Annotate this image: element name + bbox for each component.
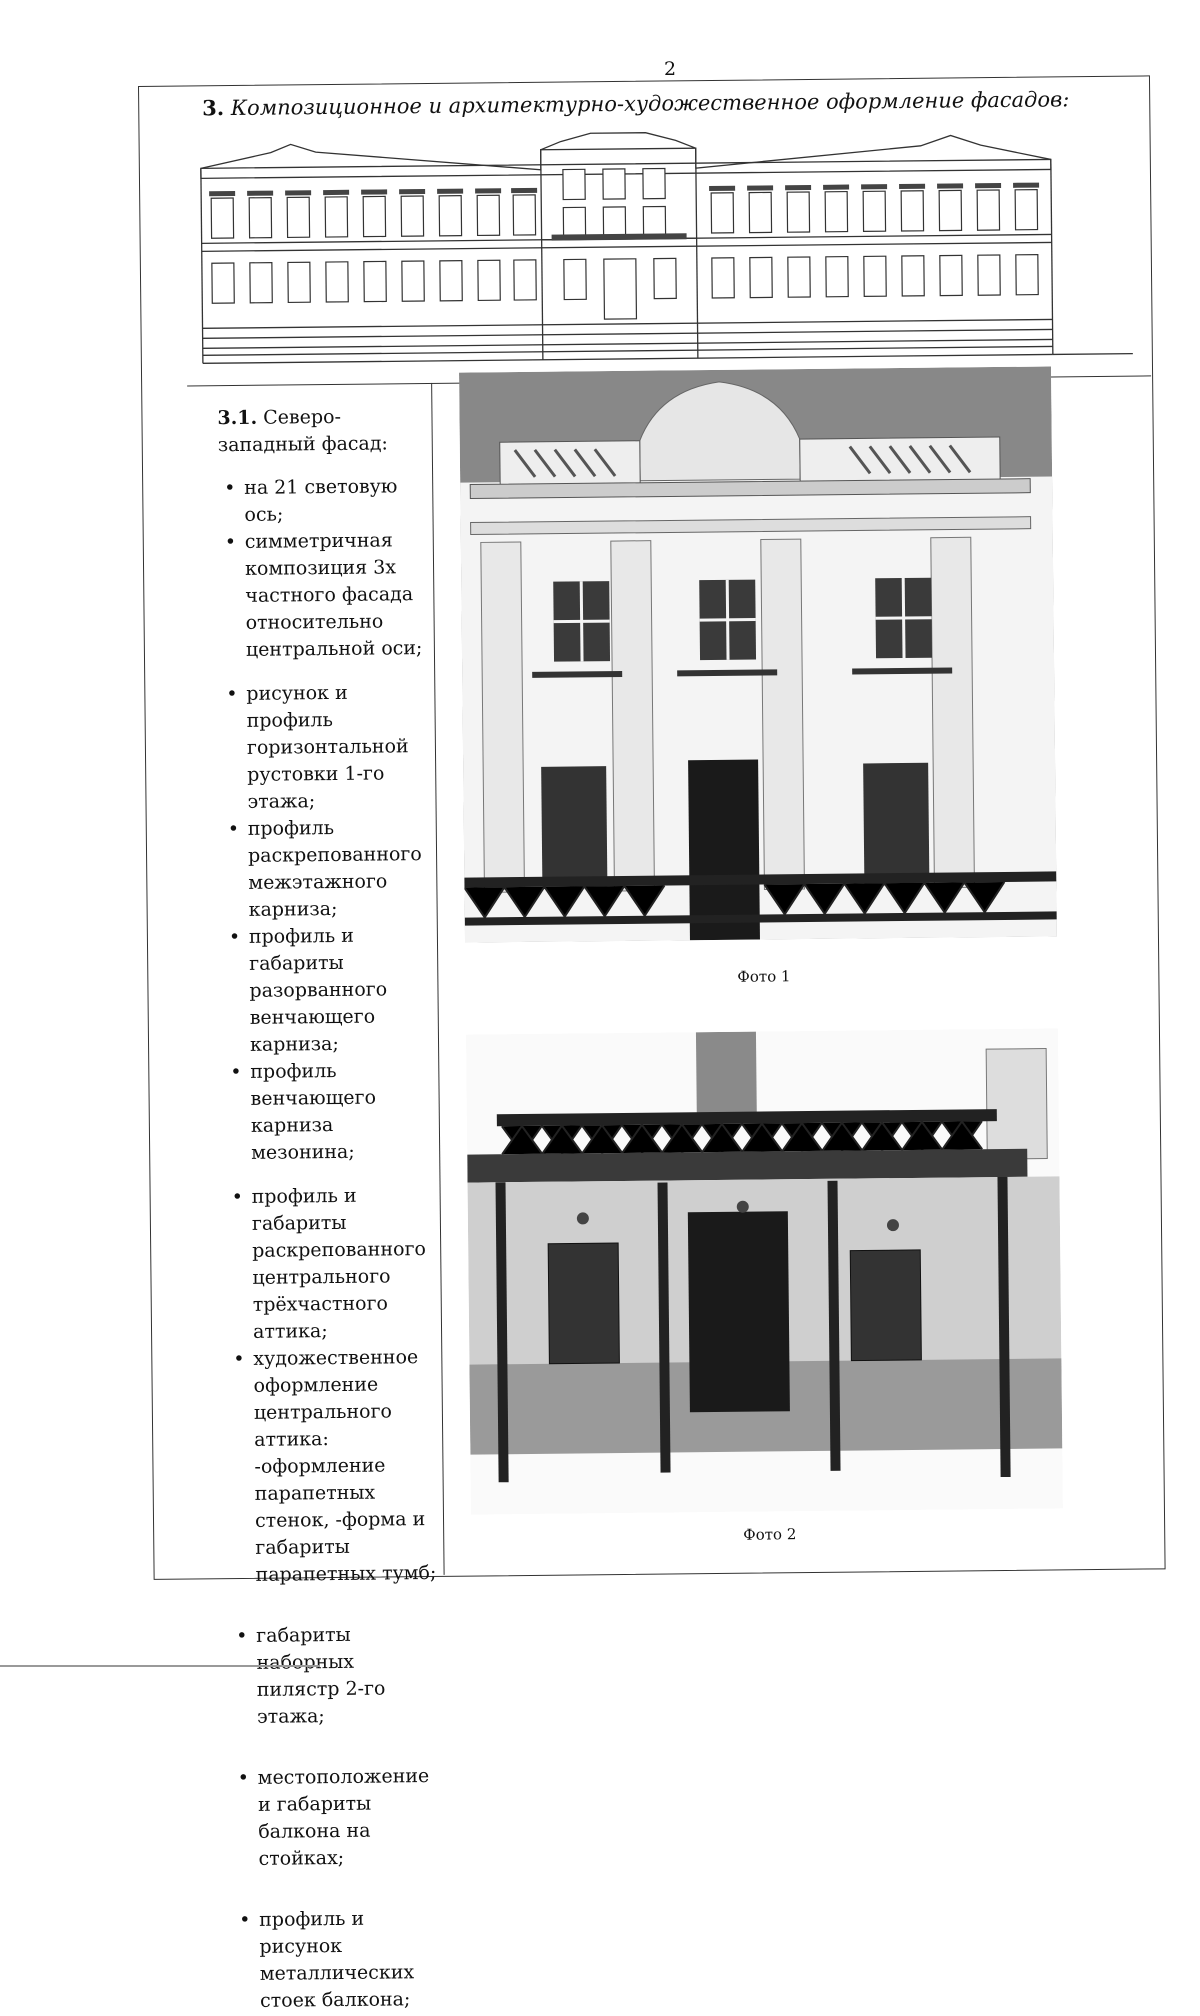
bullet-icon: • (239, 1908, 251, 1932)
bullet-icon: • (227, 817, 240, 841)
facade-table (138, 75, 1166, 2012)
list-item: • на 21 световую ось; (224, 475, 398, 526)
facade-elements-list (188, 473, 444, 2015)
subsection-title: Северо-западный фасад: (217, 405, 389, 457)
section-title: Композиционное и архитектурно-художественное оформление фасадов: (230, 87, 1070, 121)
photo-2-balcony (466, 1028, 1063, 1514)
list-item: • профиль раскрепованного межэтажного карниза; (227, 816, 422, 921)
subsection-number: 3.1. (217, 406, 258, 430)
subsection-heading (217, 403, 428, 459)
list-item: • профиль и габариты разорванного венчающего карниза; (228, 924, 388, 1056)
scan-edge-line (0, 1665, 320, 1667)
bullet-icon: • (226, 682, 238, 706)
bullet-icon: • (237, 1766, 250, 1790)
facade-elevation-drawing (190, 123, 1153, 378)
bullet-icon: • (224, 530, 237, 554)
bullet-icon: • (230, 1060, 242, 1084)
bullet-icon: • (228, 925, 241, 949)
photo-2-caption: Фото 2 (743, 1525, 797, 1544)
page-number: 2 (664, 58, 677, 80)
bullet-icon: • (231, 1185, 243, 1209)
section-number: 3. (202, 95, 225, 121)
list-item: • местоположение и габариты балкона на стойках; (237, 1765, 430, 1870)
list-item: • рисунок и профиль горизонтальной рустовки 1-го этажа; (226, 681, 409, 813)
list-item: • симметричная композиция 3х частного фасада относительно центральной оси; (224, 529, 423, 661)
facade-description (187, 403, 444, 2015)
list-item: • профиль венчающего карниза мезонина; (230, 1059, 377, 1164)
bullet-icon: • (224, 477, 236, 500)
list-item: • профиль и габариты раскрепованного центрального трёхчастного аттика; (231, 1184, 427, 1343)
bullet-icon: • (236, 1624, 248, 1648)
photo-1-mezzanine-facade (459, 366, 1057, 942)
list-item: • габариты наборных пилястр 2-го этажа; (236, 1623, 386, 1728)
bullet-icon: • (233, 1347, 245, 1371)
list-item: • художественное оформление центрального аттика: -оформление парапетных стенок, -форма и габариты парапетных тумб; (233, 1346, 437, 1586)
list-item: • профиль и рисунок металлических стоек балкона; (239, 1907, 415, 2012)
photo-1-caption: Фото 1 (737, 967, 791, 986)
